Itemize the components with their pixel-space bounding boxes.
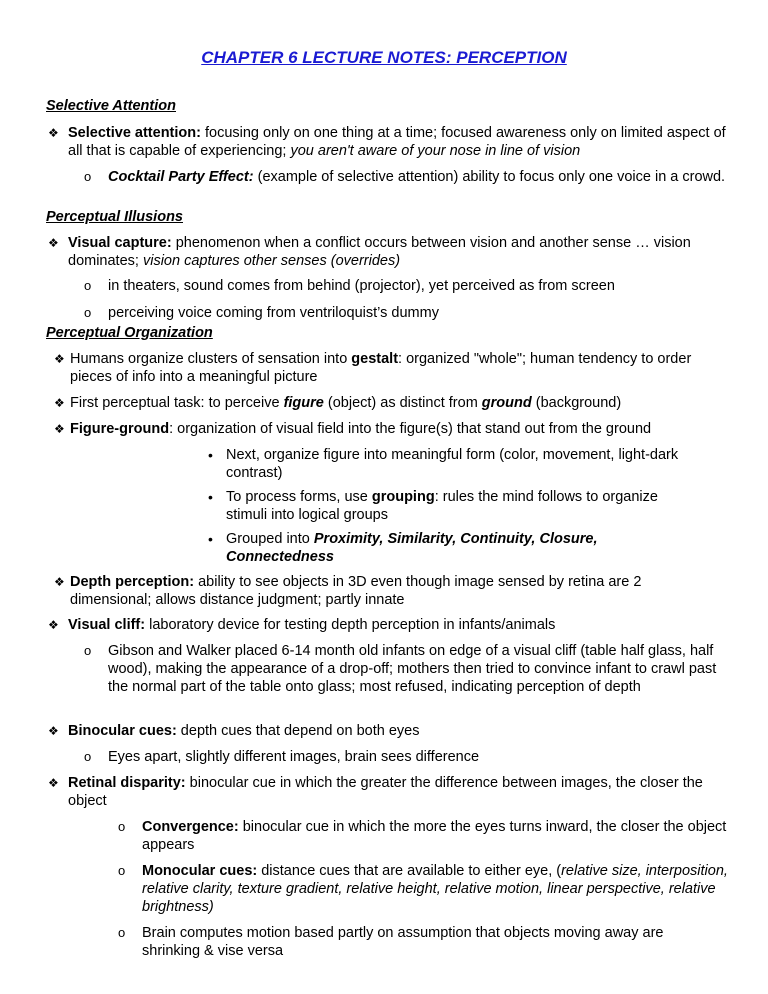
circle-bullet-icon: o (84, 749, 92, 764)
dot-bullet-icon: • (208, 447, 213, 463)
diamond-bullet-icon: ❖ (54, 422, 64, 436)
diamond-bullet-icon: ❖ (54, 575, 64, 589)
heading-perceptual-organization: Perceptual Organization (46, 325, 213, 341)
circle-bullet-icon: o (84, 643, 92, 658)
heading-perceptual-illusions: Perceptual Illusions (46, 209, 183, 225)
diamond-bullet-icon: ❖ (48, 618, 58, 632)
dot-bullet-icon: • (208, 531, 213, 547)
diamond-bullet-icon: ❖ (54, 396, 64, 410)
document-page: CHAPTER 6 LECTURE NOTES: PERCEPTION Selective Attention ❖ Selective attention: focusing only on one thing at a time; focused awareness only on limited aspect of all that is capable of experiencing; you aren't aware of your nose in line of vision o Cocktail Party Effect: (example of selective attention) ability to focus only one voice in a crowd. Perceptual Illusions ❖ Visual capture: phenomenon when a conflict occurs between vision and another sense … vision dominates; vision captures other senses (overrides) o in theaters, sound comes from behind (projector), yet perceived as from screen o perceiving voice coming from ventriloquist’s dummy Perceptual Organization ❖ Humans organize clusters of sensation into gestalt: organized "whole"; human tendency to order pieces of info into a meaningful picture ❖ First perceptual task: to perceive figure (object) as distinct from ground (background) ❖ Figure-ground: organization of visual field into the figure(s) that stand out from the ground • Next, organize figure into meaningful form (color, movement, light-dark contrast) • To process forms, use grouping: rules the mind follows to organize stimuli into logical groups • Grouped into Proximity, Similarity, Continuity, Closure, Connectedness ❖ Depth perception: ability to see objects in 3D even though image sensed by retina are 2 dimensional; allows distance judgment; partly innate ❖ Visual cliff: laboratory device for testing depth perception in infants/animals o Gibson and Walker placed 6-14 month old infants on edge of a visual cliff (table half glass, half wood), making the appearance of a drop-off; mothers then tried to convince infant to crawl past the normal part of the table onto glass; most refused, indicating perception of depth ❖ Binocular cues: depth cues that depend on both eyes o Eyes apart, slightly different images, brain sees difference ❖ Retinal disparity: binocular cue in which the greater the difference between images, the closer the object o Convergence: binocular cue in which the more the eyes turns inward, the closer the object appears o Monocular cues: distance cues that are available to either eye, (relative size, interposition, relative clarity, texture gradient, relative height, relative motion, linear perspective, relative brightness) o Brain computes motion based partly on assumption that objects moving away are shrinking & vise versa (0, 0, 768, 994)
circle-bullet-icon: o (118, 925, 126, 940)
circle-bullet-icon: o (118, 819, 126, 834)
diamond-bullet-icon: ❖ (48, 236, 58, 250)
circle-bullet-icon: o (118, 863, 126, 878)
circle-bullet-icon: o (84, 305, 92, 320)
page-title: CHAPTER 6 LECTURE NOTES: PERCEPTION (201, 48, 567, 67)
heading-selective-attention: Selective Attention (46, 98, 176, 114)
term: Selective attention: (68, 125, 201, 141)
diamond-bullet-icon: ❖ (48, 126, 58, 140)
dot-bullet-icon: • (208, 489, 213, 505)
diamond-bullet-icon: ❖ (48, 776, 58, 790)
circle-bullet-icon: o (84, 278, 92, 293)
diamond-bullet-icon: ❖ (48, 724, 58, 738)
circle-bullet-icon: o (84, 169, 92, 184)
diamond-bullet-icon: ❖ (54, 352, 64, 366)
